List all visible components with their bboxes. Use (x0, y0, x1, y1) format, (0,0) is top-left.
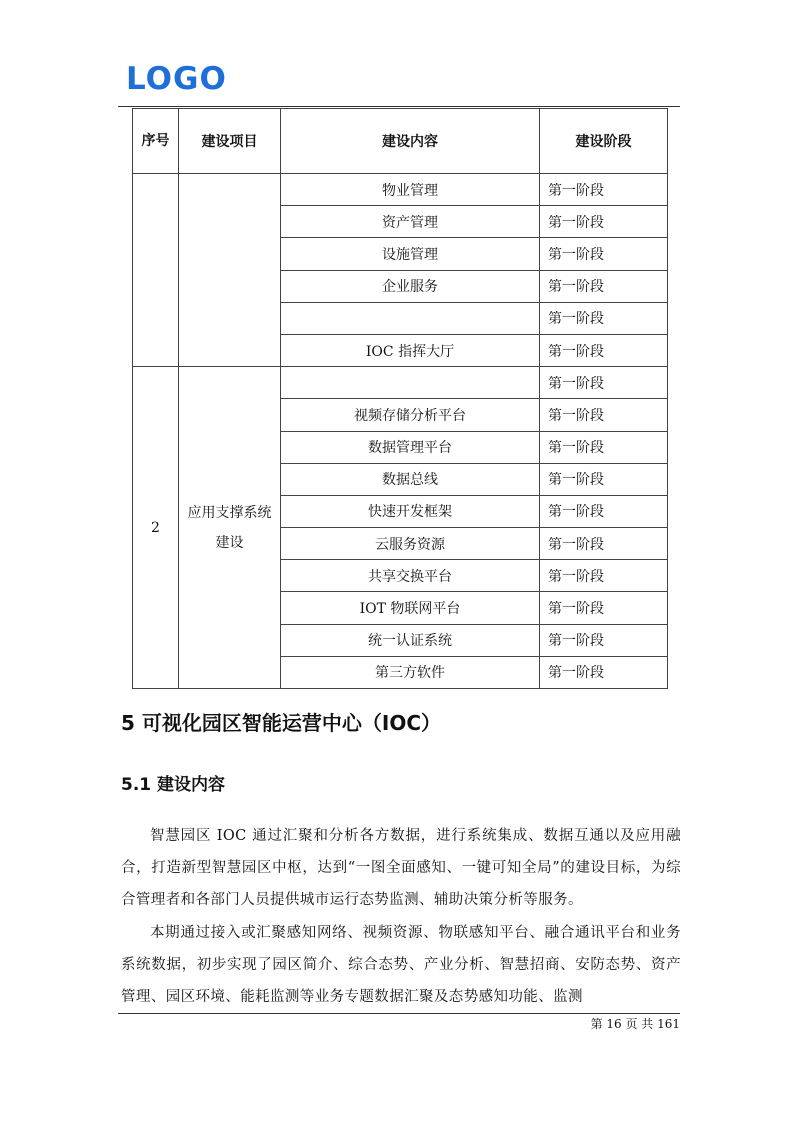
content-cell: 快速开发框架 (281, 495, 540, 527)
table-header-row (133, 109, 668, 174)
content-cell (281, 367, 540, 399)
header-content: 建设内容 (281, 109, 540, 174)
stage-cell: 第一阶段 (540, 463, 668, 495)
stage-cell: 第一阶段 (540, 174, 668, 206)
stage-cell: 第一阶段 (540, 656, 668, 688)
page-number: 第 16 页 共 161 (590, 1017, 680, 1031)
content-cell: 资产管理 (281, 206, 540, 238)
group1-no (133, 174, 179, 367)
content-cell (281, 302, 540, 334)
content-cell: 物业管理 (281, 174, 540, 206)
stage-cell: 第一阶段 (540, 560, 668, 592)
content-cell: IOC 指挥大厅 (281, 334, 540, 366)
stage-cell: 第一阶段 (540, 592, 668, 624)
construction-plan-table (132, 108, 668, 689)
stage-cell: 第一阶段 (540, 495, 668, 527)
footer-divider (118, 1013, 680, 1014)
content-cell: IOT 物联网平台 (281, 592, 540, 624)
header-stage: 建设阶段 (540, 109, 668, 174)
subsection-title: 5.1 建设内容 (121, 775, 226, 795)
content-cell: 共享交换平台 (281, 560, 540, 592)
section-title: 5 可视化园区智能运营中心（IOC） (121, 711, 441, 735)
stage-cell: 第一阶段 (540, 302, 668, 334)
group2-no: 2 (133, 367, 179, 689)
stage-cell: 第一阶段 (540, 334, 668, 366)
content-cell: 视频存储分析平台 (281, 399, 540, 431)
header-no: 序号 (133, 109, 179, 174)
content-cell: 设施管理 (281, 238, 540, 270)
content-cell: 第三方软件 (281, 656, 540, 688)
table-row (133, 367, 668, 399)
group2-project: 应用支撑系统建设 (179, 367, 281, 689)
group1-project (179, 174, 281, 367)
content-cell: 统一认证系统 (281, 624, 540, 656)
stage-cell: 第一阶段 (540, 431, 668, 463)
logo: LOGO (126, 61, 227, 97)
content-cell: 企业服务 (281, 270, 540, 302)
stage-cell: 第一阶段 (540, 624, 668, 656)
content-cell: 云服务资源 (281, 528, 540, 560)
content-cell: 数据总线 (281, 463, 540, 495)
content-cell: 数据管理平台 (281, 431, 540, 463)
paragraph: 本期通过接入或汇聚感知网络、视频资源、物联感知平台、融合通讯平台和业务系统数据，初步实现了园区简介、综合态势、产业分析、智慧招商、安防态势、资产管理、园区环境、能耗监测等业务专题数据汇聚及态势感知功能、监测 (121, 925, 681, 1005)
header-divider (118, 106, 680, 107)
stage-cell: 第一阶段 (540, 528, 668, 560)
table-row (133, 174, 668, 206)
header-project: 建设项目 (179, 109, 281, 174)
paragraph: 智慧园区 IOC 通过汇聚和分析各方数据，进行系统集成、数据互通以及应用融合，打造新型智慧园区中枢，达到“一图全面感知、一键可知全局”的建设目标，为综合管理者和各部门人员提供城市运行态势监测、辅助决策分析等服务。 (121, 828, 681, 908)
stage-cell: 第一阶段 (540, 270, 668, 302)
stage-cell: 第一阶段 (540, 367, 668, 399)
stage-cell: 第一阶段 (540, 238, 668, 270)
stage-cell: 第一阶段 (540, 206, 668, 238)
stage-cell: 第一阶段 (540, 399, 668, 431)
